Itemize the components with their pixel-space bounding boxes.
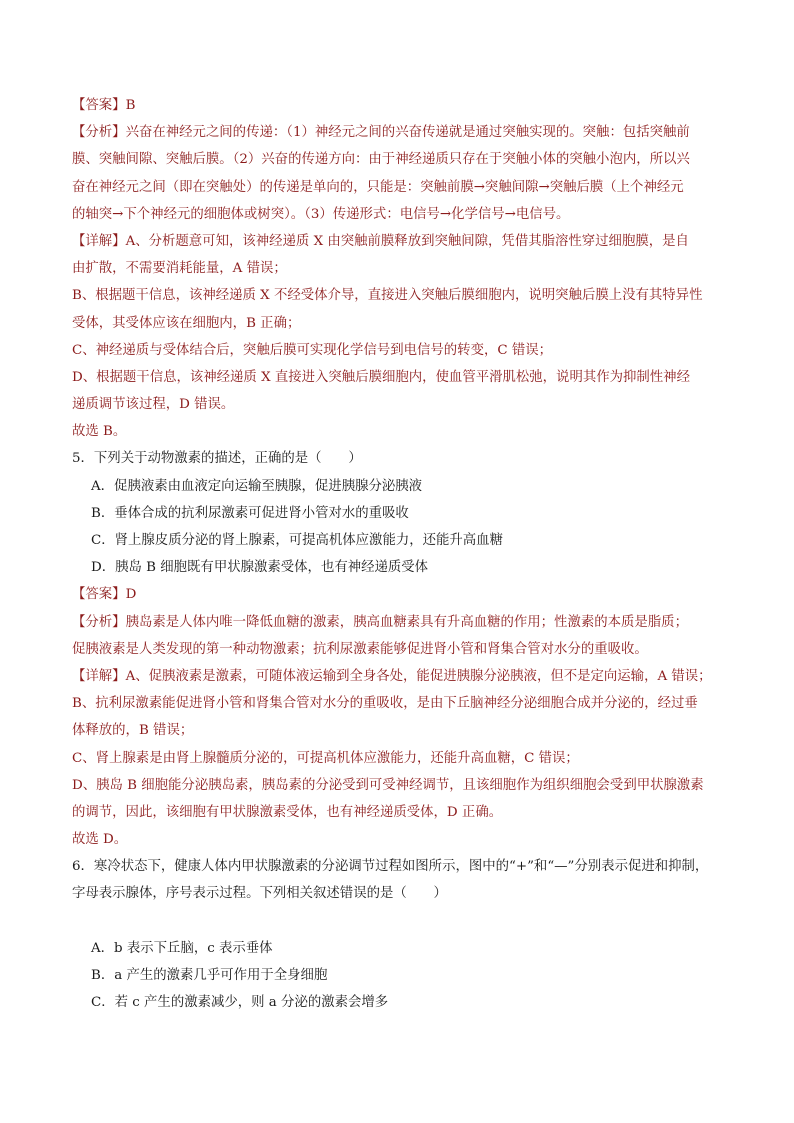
detail-line: D、胰岛 B 细胞能分泌胰岛素，胰岛素的分泌受到可受神经调节，且该细胞作为组织细胞会受到甲状腺激素 [72,777,704,793]
detail-tag: 【详解】 [72,668,126,684]
answer-value: D [125,587,137,603]
detail-line [72,663,724,690]
analysis-text: 胰岛素是人体内唯一降低血糖的激素，胰高血糖素具有升高血糖的作用；性激素的本质是脂质； [125,614,688,630]
analysis-line [72,609,724,636]
option-b: B．a 产生的激素几乎可作用于全身细胞 [91,967,328,983]
analysis-line: 膜、突触间隙、突触后膜。（2）兴奋的传递方向：由于神经递质只存在于突触小体的突触小泡内，所以兴 [72,152,690,168]
option-a: A．促胰液素由血液定向运输至胰腺，促进胰腺分泌胰液 [91,478,423,494]
analysis-line [72,119,724,146]
detail-tag: 【详解】 [72,233,126,249]
detail-text: A、促胰液素是激素，可随体液运输到全身各处，能促进胰腺分泌胰液，但不是定向运输，A 错误； [125,668,712,684]
figure-placeholder [72,908,724,935]
analysis-tag: 【分析】 [72,614,126,630]
analysis-tag: 【分析】 [72,125,126,141]
detail-line: 递质调节该过程，D 错误。 [72,397,235,413]
detail-line: 由扩散，不需要消耗能量，A 错误； [72,261,287,277]
option-a: A．b 表示下丘脑，c 表示垂体 [91,940,273,956]
detail-line: C、神经递质与受体结合后，突触后膜可实现化学信号到电信号的转变，C 错误； [72,342,553,358]
analysis-line: 促胰液素是人类发现的第一种动物激素；抗利尿激素能够促进肾小管和肾集合管对水分的重吸收。 [72,641,648,657]
option-b: B．垂体合成的抗利尿激素可促进肾小管对水的重吸收 [91,505,409,521]
answer-line [72,92,724,119]
question-stem: 字母表示腺体，序号表示过程。下列相关叙述错误的是（ ） [72,886,447,902]
detail-line: B、根据题干信息，该神经递质 X 不经受体介导，直接进入突触后膜细胞内，说明突触后膜上没有其特异性 [72,288,703,304]
answer-tag: 【答案】 [72,98,126,113]
option-c: C．肾上腺皮质分泌的肾上腺素，可提高机体应激能力，还能升高血糖 [91,533,503,548]
option-d: D．胰岛 B 细胞既有甲状腺激素受体，也有神经递质受体 [91,560,429,576]
analysis-line: 的轴突→下个神经元的细胞体或树突）。（3）传递形式：电信号→化学信号→电信号。 [72,206,570,222]
detail-line: 的调节，因此，该细胞有甲状腺激素受体，也有神经递质受体，D 正确。 [72,804,503,820]
detail-text: A、分析题意可知，该神经递质 X 由突触前膜释放到突触间隙，凭借其脂溶性穿过细胞膜，是自 [125,233,689,249]
analysis-text: 兴奋在神经元之间的传递：（1）神经元之间的兴奋传递就是通过突触实现的。突触：包括突触前 [125,125,690,141]
answer-tag: 【答案】 [72,587,126,603]
answer-line [72,581,724,608]
detail-line [72,228,724,255]
detail-line: 体释放的，B 错误； [72,723,194,739]
detail-line: D、根据题干信息，该神经递质 X 直接进入突触后膜细胞内，使血管平滑肌松弛，说明其作为抑制性神经 [72,369,690,385]
detail-line: B、抗利尿激素能促进肾小管和肾集合管对水分的重吸收，是由下丘脑神经分泌细胞合成并分泌的，经过垂 [72,696,698,712]
document-page [72,92,724,1016]
detail-line: C、肾上腺素是由肾上腺髓质分泌的，可提高机体应激能力，还能升高血糖，C 错误； [72,750,579,766]
answer-value: B [125,98,136,113]
detail-line: 受体，其受体应该在细胞内，B 正确； [72,315,301,331]
conclusion-line: 故选 D。 [72,832,128,848]
question-stem: 6．寒冷状态下，健康人体内甲状腺激素的分泌调节过程如图所示，图中的“+”和“—”分别表示促进和抑制， [72,859,709,875]
analysis-line: 奋在神经元之间（即在突触处）的传递是单向的，只能是：突触前膜→突触间隙→突触后膜（上个神经元 [72,179,684,195]
question-stem: 5．下列关于动物激素的描述，正确的是（ ） [72,451,362,467]
option-c: C．若 c 产生的激素减少，则 a 分泌的激素会增多 [91,995,389,1010]
conclusion-line: 故选 B。 [72,424,127,440]
